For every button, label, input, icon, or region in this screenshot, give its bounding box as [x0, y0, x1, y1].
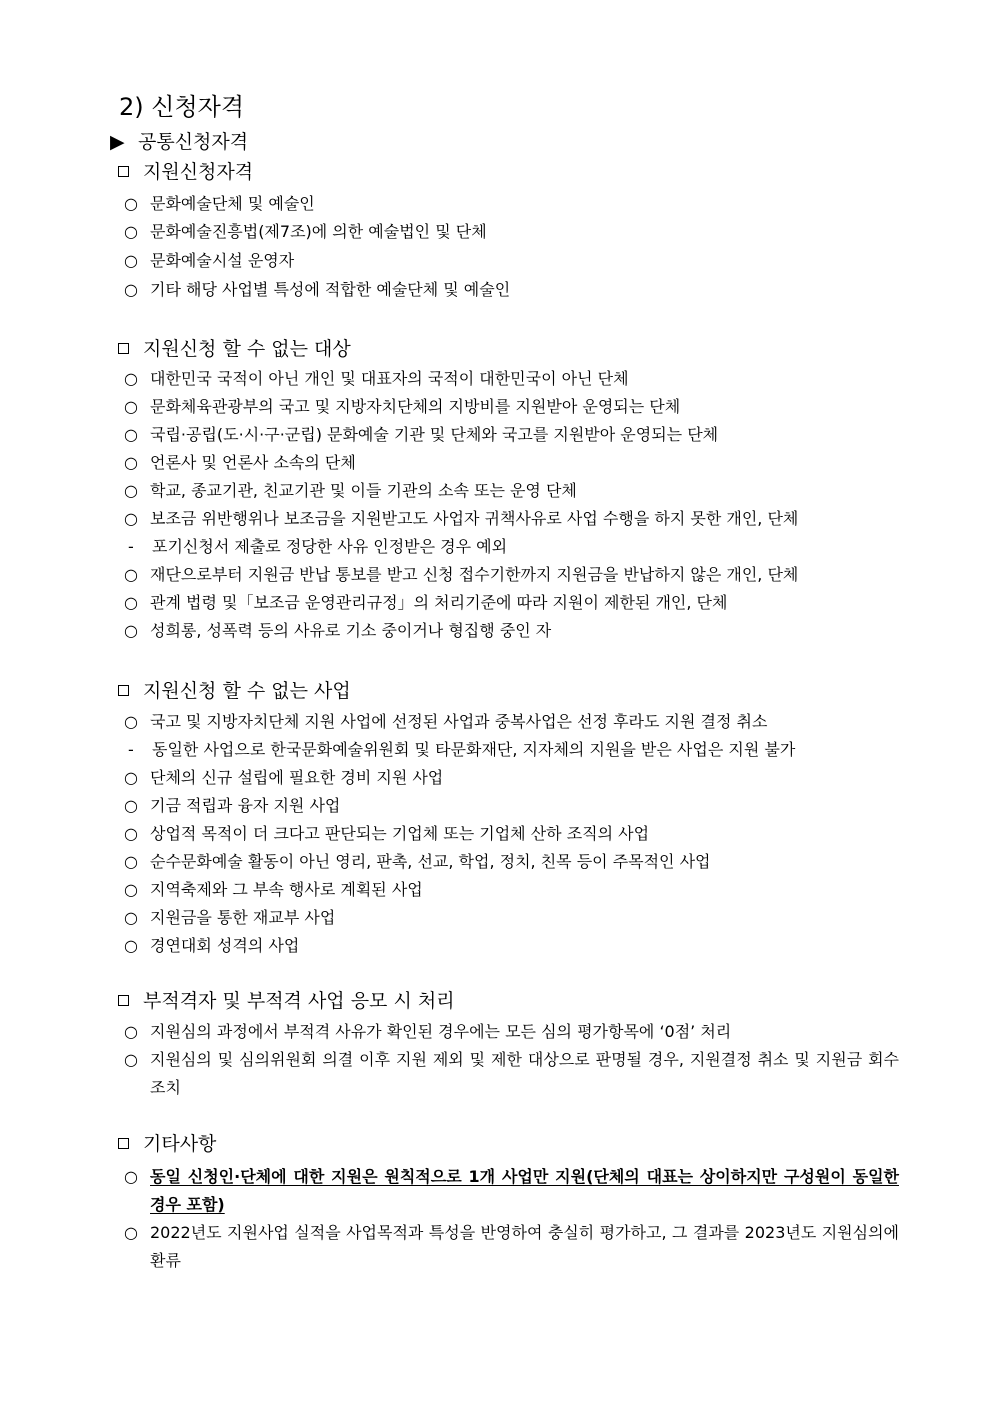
dash-bullet-icon: - [128, 740, 134, 759]
circle-bullet-icon: ○ [124, 481, 138, 500]
section-heading-text: 지원신청자격 [143, 161, 254, 183]
subtitle-common-eligibility [110, 128, 248, 156]
circle-bullet-icon: ○ [124, 509, 138, 528]
circle-bullet-icon: ○ [124, 1050, 138, 1069]
list-item: ○ 보조금 위반행위나 보조금을 지원받고도 사업자 귀책사유로 사업 수행을 하지 못한 개인, 단체 [124, 505, 899, 533]
circle-bullet-icon: ○ [124, 251, 138, 270]
list-item: ○ 문화예술시설 운영자 [124, 247, 899, 275]
circle-bullet-icon: ○ [124, 852, 138, 871]
list-item: ○ 국고 및 지방자치단체 지원 사업에 선정된 사업과 중복사업은 선정 후라도 지원 결정 취소 [124, 708, 899, 736]
list-item: ○ 지원심의 과정에서 부적격 사유가 확인된 경우에는 모든 심의 평가항목에 ‘0점’ 처리 [124, 1018, 899, 1046]
list-item: ○ 재단으로부터 지원금 반납 통보를 받고 신청 접수기한까지 지원금을 반납하지 않은 개인, 단체 [124, 561, 899, 589]
list-item: ○ 지원심의 및 심의위원회 의결 이후 지원 제외 및 제한 대상으로 판명될 경우, 지원결정 취소 및 지원금 회수 조치 [124, 1046, 899, 1102]
section-heading-misc [118, 1130, 216, 1158]
section-heading-ineligible-targets [118, 335, 351, 363]
page-title: 2) 신청자격 [119, 93, 244, 121]
square-outline-icon [118, 995, 129, 1006]
list-item: ○ 순수문화예술 활동이 아닌 영리, 판촉, 선교, 학업, 정치, 친목 등이 주목적인 사업 [124, 848, 899, 876]
section-heading-text: 지원신청 할 수 없는 사업 [143, 680, 351, 702]
section-heading-ineligible-projects [118, 677, 351, 705]
circle-bullet-icon: ○ [124, 593, 138, 612]
circle-bullet-icon: ○ [124, 453, 138, 472]
circle-bullet-icon: ○ [124, 908, 138, 927]
list-item: ○ 언론사 및 언론사 소속의 단체 [124, 449, 899, 477]
list-item: ○ 관계 법령 및「보조금 운영관리규정」의 처리기준에 따라 지원이 제한된 개인, 단체 [124, 589, 899, 617]
circle-bullet-icon: ○ [124, 768, 138, 787]
square-outline-icon [118, 1138, 129, 1149]
sub-list-item: - 포기신청서 제출로 정당한 사유 인정받은 경우 예외 [128, 533, 898, 561]
sub-list-item: - 동일한 사업으로 한국문화예술위원회 및 타문화재단, 지자체의 지원을 받은 사업은 지원 불가 [128, 736, 898, 764]
section-heading-ineligible-handling [118, 987, 455, 1015]
circle-bullet-icon: ○ [124, 425, 138, 444]
list-item: ○ 단체의 신규 설립에 필요한 경비 지원 사업 [124, 764, 899, 792]
dash-bullet-icon: - [128, 537, 134, 556]
list-item: ○ 국립·공립(도·시·구·군립) 문화예술 기관 및 단체와 국고를 지원받아 운영되는 단체 [124, 421, 899, 449]
circle-bullet-icon: ○ [124, 796, 138, 815]
square-outline-icon [118, 685, 129, 696]
list-item: ○ 문화체육관광부의 국고 및 지방자치단체의 지방비를 지원받아 운영되는 단체 [124, 393, 899, 421]
list-item: ○ 문화예술단체 및 예술인 [124, 190, 899, 218]
circle-bullet-icon: ○ [124, 222, 138, 241]
list-item: ○ 학교, 종교기관, 친교기관 및 이들 기관의 소속 또는 운영 단체 [124, 477, 899, 505]
list-item: ○ 경연대회 성격의 사업 [124, 932, 899, 960]
section-heading-text: 부적격자 및 부적격 사업 응모 시 처리 [143, 990, 455, 1012]
circle-bullet-icon: ○ [124, 936, 138, 955]
list-item: ○ 지역축제와 그 부속 행사로 계획된 사업 [124, 876, 899, 904]
square-outline-icon [118, 166, 129, 177]
circle-bullet-icon: ○ [124, 712, 138, 731]
circle-bullet-icon: ○ [124, 280, 138, 299]
list-item: ○ 2022년도 지원사업 실적을 사업목적과 특성을 반영하여 충실히 평가하고, 그 결과를 2023년도 지원심의에 환류 [124, 1219, 899, 1275]
triangle-right-icon: ▶ [110, 131, 125, 153]
subtitle-text: 공통신청자격 [138, 131, 249, 153]
circle-bullet-icon: ○ [124, 1223, 138, 1242]
list-item: ○ 상업적 목적이 더 크다고 판단되는 기업체 또는 기업체 산하 조직의 사업 [124, 820, 899, 848]
circle-bullet-icon: ○ [124, 1022, 138, 1041]
circle-bullet-icon: ○ [124, 397, 138, 416]
circle-bullet-icon: ○ [124, 880, 138, 899]
list-item: ○ 기타 해당 사업별 특성에 적합한 예술단체 및 예술인 [124, 276, 899, 304]
list-item: ○ 기금 적립과 융자 지원 사업 [124, 792, 899, 820]
circle-bullet-icon: ○ [124, 621, 138, 640]
list-item: ○ 대한민국 국적이 아닌 개인 및 대표자의 국적이 대한민국이 아닌 단체 [124, 365, 899, 393]
circle-bullet-icon: ○ [124, 824, 138, 843]
section-heading-eligibility [118, 158, 253, 186]
section-heading-text: 지원신청 할 수 없는 대상 [143, 338, 351, 360]
square-outline-icon [118, 343, 129, 354]
circle-bullet-icon: ○ [124, 565, 138, 584]
circle-bullet-icon: ○ [124, 369, 138, 388]
section-heading-text: 기타사항 [143, 1133, 217, 1155]
circle-bullet-icon: ○ [124, 194, 138, 213]
list-item: ○ 성희롱, 성폭력 등의 사유로 기소 중이거나 형집행 중인 자 [124, 617, 899, 645]
list-item: ○ 지원금을 통한 재교부 사업 [124, 904, 899, 932]
list-item-emphasized: ○ 동일 신청인·단체에 대한 지원은 원칙적으로 1개 사업만 지원(단체의 대표는 상이하지만 구성원이 동일한 경우 포함) [124, 1163, 899, 1219]
list-item: ○ 문화예술진흥법(제7조)에 의한 예술법인 및 단체 [124, 218, 899, 246]
circle-bullet-icon: ○ [124, 1167, 138, 1186]
